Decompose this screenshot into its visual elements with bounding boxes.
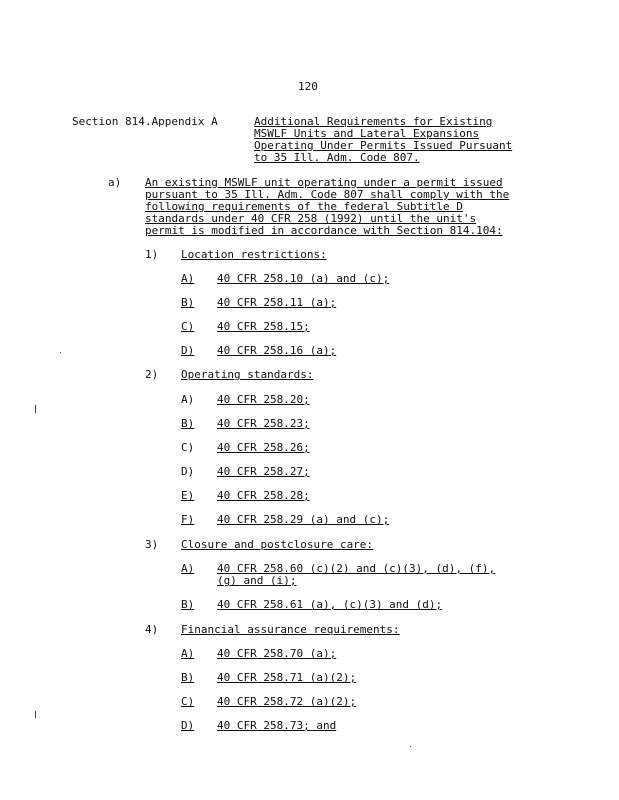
paragraph-a-marker: a)	[108, 176, 122, 189]
group-label: Location restrictions:	[181, 248, 327, 261]
scan-speck	[60, 352, 61, 353]
scan-speck	[410, 746, 411, 747]
group-marker: 3)	[145, 538, 159, 551]
group-marker: 1)	[145, 248, 159, 261]
item-citation: 40 CFR 258.60 (c)(2) and (c)(3), (d), (f),	[217, 562, 496, 575]
scan-speck	[35, 405, 36, 413]
item-citation: 40 CFR 258.26;	[217, 441, 310, 454]
section-label: Section 814.Appendix A	[72, 115, 218, 128]
page-number: 120	[298, 80, 318, 93]
item-marker: C)	[181, 320, 195, 333]
item-citation: 40 CFR 258.27;	[217, 465, 310, 478]
item-citation: 40 CFR 258.20;	[217, 393, 310, 406]
scan-speck	[35, 711, 36, 718]
item-marker: D)	[181, 344, 195, 357]
group-marker: 4)	[145, 623, 159, 636]
item-citation: 40 CFR 258.11 (a);	[217, 296, 337, 309]
item-citation: 40 CFR 258.10 (a) and (c);	[217, 272, 390, 285]
item-citation: 40 CFR 258.29 (a) and (c);	[217, 513, 390, 526]
item-citation: 40 CFR 258.70 (a);	[217, 647, 337, 660]
paragraph-a-line: pursuant to 35 Ill. Adm. Code 807 shall comply with the	[145, 188, 510, 201]
item-citation: 40 CFR 258.71 (a)(2);	[217, 671, 357, 684]
section-title-line: Operating Under Permits Issued Pursuant	[254, 139, 513, 152]
item-marker: B)	[181, 417, 195, 430]
item-marker: A)	[181, 393, 195, 406]
group-label: Financial assurance requirements:	[181, 623, 400, 636]
item-marker: D)	[181, 465, 195, 478]
item-citation: 40 CFR 258.28;	[217, 489, 310, 502]
item-marker: F)	[181, 513, 195, 526]
item-marker: E)	[181, 489, 195, 502]
group-label: Operating standards:	[181, 368, 314, 381]
item-citation: 40 CFR 258.15;	[217, 320, 310, 333]
paragraph-a-line: following requirements of the federal Subtitle D	[145, 200, 463, 213]
section-title-line: to 35 Ill. Adm. Code 807.	[254, 151, 420, 164]
paragraph-a-line: permit is modified in accordance with Section 814.104:	[145, 224, 503, 237]
item-marker: A)	[181, 272, 195, 285]
item-marker: B)	[181, 598, 195, 611]
section-title-line: MSWLF Units and Lateral Expansions	[254, 127, 480, 140]
group-label: Closure and postclosure care:	[181, 538, 374, 551]
group-marker: 2)	[145, 368, 159, 381]
item-marker: C)	[181, 695, 195, 708]
item-marker: A)	[181, 647, 195, 660]
paragraph-a-line: An existing MSWLF unit operating under a permit issued	[145, 176, 503, 189]
item-citation: 40 CFR 258.73; and	[217, 719, 337, 732]
item-marker: B)	[181, 296, 195, 309]
item-marker: B)	[181, 671, 195, 684]
item-citation-continued: (g) and (i);	[217, 574, 297, 587]
paragraph-a-line: standards under 40 CFR 258 (1992) until the unit's	[145, 212, 477, 225]
item-citation: 40 CFR 258.23;	[217, 417, 310, 430]
item-marker: C)	[181, 441, 195, 454]
item-citation: 40 CFR 258.16 (a);	[217, 344, 337, 357]
item-citation: 40 CFR 258.61 (a), (c)(3) and (d);	[217, 598, 443, 611]
section-title-line: Additional Requirements for Existing	[254, 115, 493, 128]
item-marker: D)	[181, 719, 195, 732]
item-marker: A)	[181, 562, 195, 575]
item-citation: 40 CFR 258.72 (a)(2);	[217, 695, 357, 708]
